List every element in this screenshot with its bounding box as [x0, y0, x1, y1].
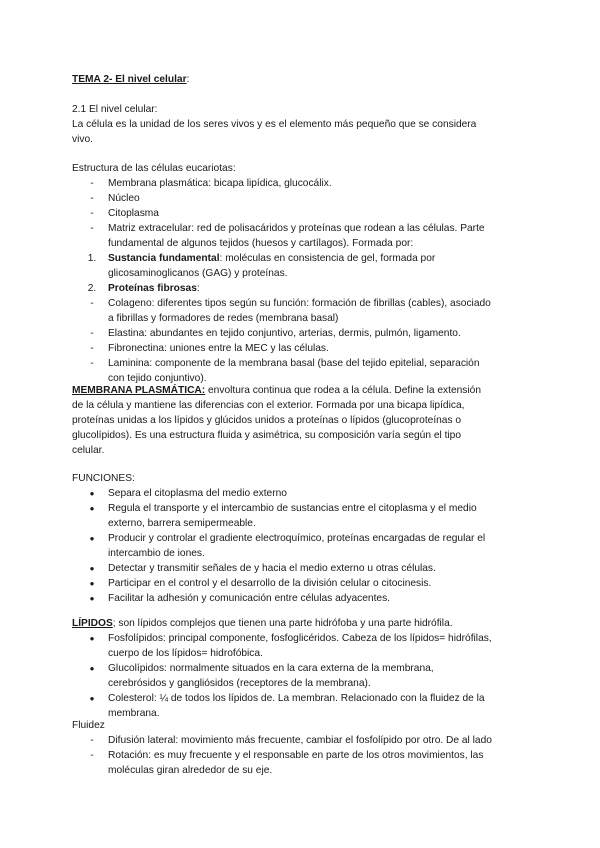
sustancia-rest: : moléculas en consistencia de gel, formada por — [219, 253, 436, 264]
fluidez-heading: Fluidez — [72, 720, 105, 731]
bullet-marker: ● — [89, 664, 95, 673]
lipido-item-colesterol-line-2: membrana. — [108, 708, 160, 719]
bullet-marker: ● — [89, 594, 95, 603]
lipidos-line-1 — [72, 616, 453, 631]
funcion-item-6: Facilitar la adhesión y comunicación entre células adyacentes. — [108, 593, 391, 604]
funcion-item-5: Participar en el control y el desarrollo de la división celular o citocinesis. — [108, 578, 432, 589]
proteinas-bold: Proteínas fibrosas — [108, 283, 197, 294]
bullet-marker: ● — [89, 489, 95, 498]
title-colon: : — [186, 74, 190, 85]
intro-line-1: La célula es la unidad de los seres vivos y es el elemento más pequeño que se considera — [72, 119, 477, 130]
dash-marker: - — [90, 328, 94, 339]
dash-marker: - — [90, 193, 94, 204]
list-item-fibronectina: Fibronectina: uniones entre la MEC y las células. — [108, 343, 329, 354]
list-item-laminina-line-2: con tejido conjuntivo). — [108, 373, 207, 384]
fluidez-item-rotacion-line-1: Rotación: es muy frecuente y el responsable en parte de los otros movimientos, las — [108, 750, 484, 761]
list-item-matriz-line-2: fundamental de algunos tejidos (huesos y cartílagos). Formada por: — [108, 238, 414, 249]
membrana-line-4: glucolípidos). Es una estructura fluida y asimétrica, su composición varía según el tipo — [72, 430, 462, 441]
funcion-item-4: Detectar y transmitir señales de y hacia el medio externo u otras células. — [108, 563, 436, 574]
membrana-line-1-rest: envoltura continua que rodea a la célula. Define la extensión — [205, 385, 482, 396]
funciones-heading: FUNCIONES: — [72, 473, 135, 484]
bullet-marker: ● — [89, 579, 95, 588]
number-marker: 1. — [87, 253, 97, 264]
bullet-marker: ● — [89, 534, 95, 543]
document-title — [72, 72, 189, 87]
funcion-item-3-line-2: intercambio de iones. — [108, 548, 205, 559]
proteinas-rest: : — [196, 283, 200, 294]
lipido-item-fosfolipidos-line-2: cuerpo de los lípidos= hidrofóbica. — [108, 648, 263, 659]
list-item-colageno-line-2: a fibrillas y formadores de redes (membrana basal) — [108, 313, 339, 324]
list-item-citoplasma: Citoplasma — [108, 208, 159, 219]
dash-marker: - — [90, 343, 94, 354]
lipido-item-glucolipidos-line-1: Glucolípidos: normalmente situados en la cara externa de la membrana, — [108, 663, 434, 674]
bullet-marker: ● — [89, 504, 95, 513]
funcion-item-2-line-1: Regula el transporte y el intercambio de sustancias entre el citoplasma y el medio — [108, 503, 477, 514]
membrana-line-3: proteínas unidas a los lípidos y glúcidos unidos a proteínas o lípidos (glucoproteínas o — [72, 415, 462, 426]
bullet-marker: ● — [89, 564, 95, 573]
funcion-item-1: Separa el citoplasma del medio externo — [108, 488, 287, 499]
numbered-item-sustancia-line-2: glicosaminoglicanos (GAG) y proteínas. — [108, 268, 288, 279]
dash-marker: - — [90, 178, 94, 189]
dash-marker: - — [90, 735, 94, 746]
list-item-laminina-line-1: Laminina: componente de la membrana basal (base del tejido epitelial, separación — [108, 358, 480, 369]
list-item-membrana: Membrana plasmática: bicapa lipídica, glucocálix. — [108, 178, 332, 189]
lipidos-heading: LÍPIDOS — [72, 618, 113, 629]
lipido-item-fosfolipidos-line-1: Fosfolípidos: principal componente, fosfoglicéridos. Cabeza de los lípidos= hidrófilas, — [108, 633, 492, 644]
title-text: TEMA 2- El nivel celular — [72, 74, 187, 85]
list-item-elastina: Elastina: abundantes en tejido conjuntivo, arterias, dermis, pulmón, ligamento. — [108, 328, 461, 339]
membrana-line-1 — [72, 383, 481, 398]
fluidez-item-rotacion-line-2: moléculas giran alrededor de su eje. — [108, 765, 273, 776]
fluidez-item-difusion: Difusión lateral: movimiento más frecuente, cambiar el fosfolípido por otro. De al lado — [108, 735, 492, 746]
dash-marker: - — [90, 223, 94, 234]
membrana-line-2: de la célula y mantiene las diferencias con el exterior. Formada por una bicapa lipídica, — [72, 400, 465, 411]
dash-marker: - — [90, 298, 94, 309]
numbered-item-sustancia-line-1 — [108, 251, 435, 266]
list-item-nucleo: Núcleo — [108, 193, 140, 204]
estructura-heading: Estructura de las células eucariotas: — [72, 163, 236, 174]
lipido-item-glucolipidos-line-2: cerebrósidos y gangliósidos (receptores de la membrana). — [108, 678, 371, 689]
dash-marker: - — [90, 750, 94, 761]
membrana-heading: MEMBRANA PLASMÁTICA: — [72, 385, 206, 396]
funcion-item-3-line-1: Producir y controlar el gradiente electroquímico, proteínas encargadas de regular el — [108, 533, 486, 544]
number-marker: 2. — [87, 283, 97, 294]
funcion-item-2-line-2: externo, barrera semipermeable. — [108, 518, 256, 529]
bullet-marker: ● — [89, 634, 95, 643]
lipidos-line-1-rest: ; son lípidos complejos que tienen una parte hidrófoba y una parte hidrófila. — [112, 618, 453, 629]
list-item-matriz-line-1: Matriz extracelular: red de polisacáridos y proteínas que rodean a las células. Parte — [108, 223, 485, 234]
intro-line-2: vivo. — [72, 134, 93, 145]
bullet-marker: ● — [89, 694, 95, 703]
lipido-item-colesterol-line-1: Colesterol: ¼ de todos los lípidos de. La membran. Relacionado con la fluidez de la — [108, 693, 485, 704]
dash-marker: - — [90, 208, 94, 219]
sustancia-bold: Sustancia fundamental — [108, 253, 220, 264]
list-item-colageno-line-1: Colageno: diferentes tipos según su función: formación de fibrillas (cables), asociado — [108, 298, 491, 309]
membrana-line-5: celular. — [72, 445, 105, 456]
numbered-item-proteinas — [108, 281, 200, 296]
section-2-1-heading: 2.1 El nivel celular: — [72, 104, 158, 115]
dash-marker: - — [90, 358, 94, 369]
